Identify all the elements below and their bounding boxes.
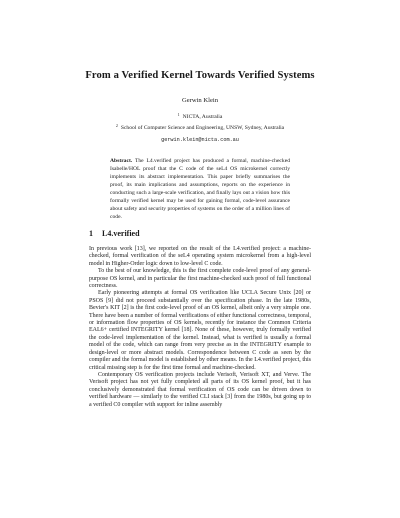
section-body xyxy=(89,246,311,409)
author-email: gerwin.klein@nicta.com.au xyxy=(161,137,239,143)
paragraph: To the best of our knowledge, this is the first complete code-level proof of any general-purpose OS kernel, and in particular the first machine-checked such proof of full functional correctness. xyxy=(89,268,311,290)
affiliation-2 xyxy=(0,123,400,131)
affiliation-text: NICTA, Australia xyxy=(182,114,223,120)
affiliation-text: School of Computer Science and Engineering, UNSW, Sydney, Australia xyxy=(120,125,285,131)
affiliation-1 xyxy=(0,112,400,120)
paper-title: From a Verified Kernel Towards Verified Systems xyxy=(85,70,315,81)
section-number: 1 xyxy=(89,229,93,238)
paragraph: Contemporary OS verification projects include Verisoft, Verisoft XT, and Verve. The Verisoft project has not yet fully completed all parts of its OS kernel proof, but it has conclusively demonstrated that formal verification of OS code can be driven down to verified hardware — similarly to the verified CLI stack [3] from the 1980s, but going up to a verified C0 compiler with support for inline assembly xyxy=(89,371,311,408)
affiliation-mark: 1 xyxy=(177,112,180,117)
abstract-label: Abstract. xyxy=(110,158,133,164)
author-name: Gerwin Klein xyxy=(181,97,219,104)
section-title: L4.verified xyxy=(102,229,140,238)
paragraph: Early pioneering attempts at formal OS verification like UCLA Secure Unix [20] or PSOS [9] did not proceed substantially over the specification phase. In the late 1980s, Bevier's KIT [2] is the first code-level proof of an OS kernel, albeit only a very simple one. There have been a number of formal verifications of either functional correctness, temporal, or information flow properties of OS kernels, recently for instance the Common Criteria EAL6+ certified INTEGRITY kernel [18]. None of these, however, truly formally verified the code-level implementation of the kernel. Instead, what is verified is usually a formal model of the code, which can range from very precise as in the INTEGRITY example to design-level or more abstract models. Correspondence between C code as seen by the compiler and the formal model is established by other means. In the L4.verified project, this critical missing step is for the first time formal and machine-checked. xyxy=(89,290,311,371)
abstract xyxy=(110,157,290,221)
abstract-text: The L4.verified project has produced a formal, machine-checked Isabelle/HOL proof that the C code of the seL4 OS microkernel correctly implements its abstract implementation. This paper briefly summarises the proof, its main implications and assumptions, reports on the experience in conducting such a large-scale verification, and finally lays out a vision how this formally verified kernel may be used for gaining formal, code-level assurance about safety and security properties of systems on the order of a million lines of code. xyxy=(110,158,290,220)
section-heading xyxy=(89,229,140,238)
paragraph: In previous work [13], we reported on the result of the L4.verified project: a machine-checked, formal verification of the seL4 operating system microkernel from a high-level model in Higher-Order logic down to low-level C code. xyxy=(89,246,311,267)
affiliation-mark: 2 xyxy=(115,123,118,128)
